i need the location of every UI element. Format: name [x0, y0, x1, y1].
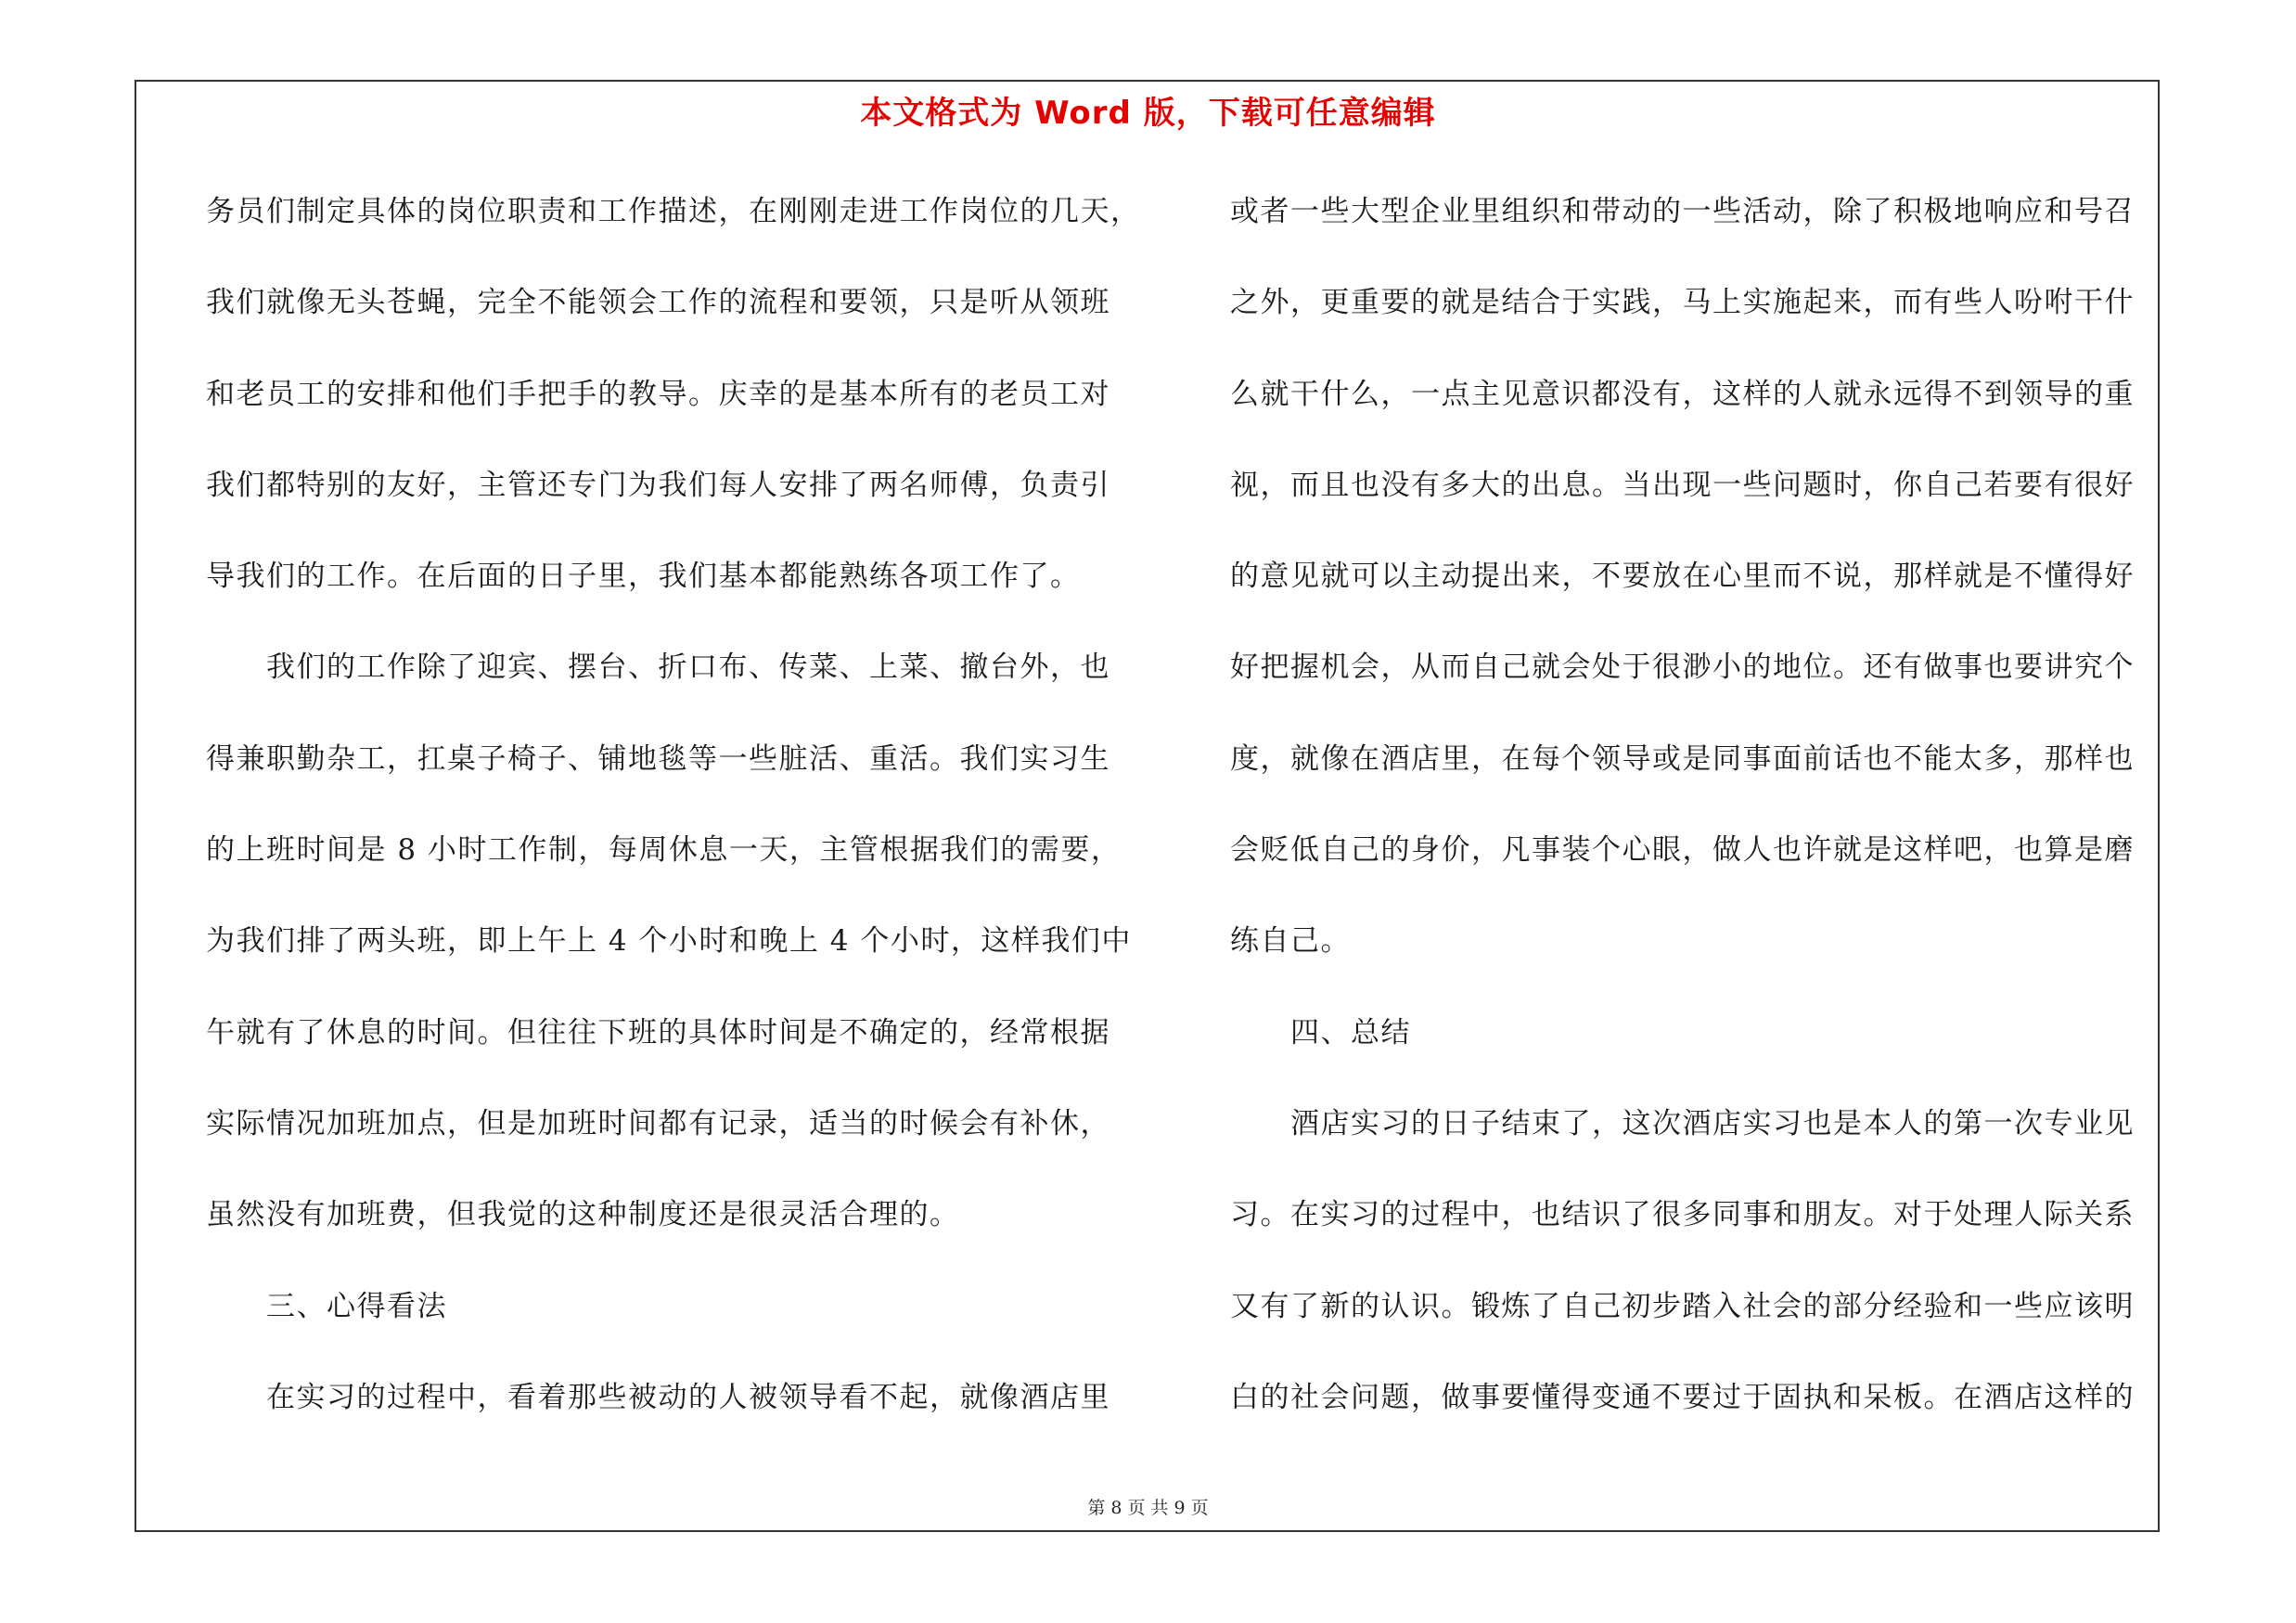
text-line: 视，而且也没有多大的出息。当出现一些问题时，你自己若要有很好 [1230, 468, 2135, 502]
text-line: 我们的工作除了迎宾、摆台、折口布、传菜、上菜、撤台外，也 [206, 650, 1110, 685]
text-line: 和老员工的安排和他们手把手的教导。庆幸的是基本所有的老员工对 [206, 377, 1110, 411]
text-line: 得兼职勤杂工，扛桌子椅子、铺地毯等一些脏活、重活。我们实习生 [206, 741, 1110, 776]
text-line: 酒店实习的日子结束了，这次酒店实习也是本人的第一次专业见 [1230, 1106, 2135, 1140]
text-line: 度，就像在酒店里，在每个领导或是同事面前话也不能太多，那样也 [1230, 741, 2135, 776]
page-number-footer: 第 8 页 共 9 页 [1087, 1498, 1209, 1518]
text-line: 么就干什么，一点主见意识都没有，这样的人就永远得不到领导的重 [1230, 377, 2135, 411]
text-line: 午就有了休息的时间。但往往下班的具体时间是不确定的，经常根据 [206, 1015, 1110, 1050]
text-line: 又有了新的认识。锻炼了自己初步踏入社会的部分经验和一些应该明 [1230, 1289, 2135, 1323]
text-line: 白的社会问题，做事要懂得变通不要过于固执和呆板。在酒店这样的 [1230, 1380, 2135, 1414]
text-line: 好把握机会，从而自己就会处于很渺小的地位。还有做事也要讲究个 [1230, 650, 2135, 685]
text-line: 导我们的工作。在后面的日子里，我们基本都能熟练各项工作了。 [206, 560, 1081, 594]
section-heading: 三、心得看法 [206, 1289, 447, 1323]
text-line: 练自己。 [1230, 924, 1351, 959]
right-text-column [1230, 184, 2158, 1461]
text-line: 会贬低自己的身价，凡事装个心眼，做人也许就是这样吧，也算是磨 [1230, 833, 2135, 868]
text-line: 务员们制定具体的岗位职责和工作描述，在刚刚走进工作岗位的几天， [206, 195, 1141, 228]
format-banner: 本文格式为 Word 版，下载可任意编辑 [860, 95, 1436, 132]
text-line: 我们都特别的友好，主管还专门为我们每人安排了两名师傅，负责引 [206, 468, 1110, 502]
text-line: 的意见就可以主动提出来，不要放在心里而不说，那样就是不懂得好 [1230, 560, 2135, 594]
text-line: 我们就像无头苍蝇，完全不能领会工作的流程和要领，只是听从领班 [206, 286, 1110, 320]
text-line: 在实习的过程中，看着那些被动的人被领导看不起，就像酒店里 [206, 1380, 1110, 1414]
text-line: 实际情况加班加点，但是加班时间都有记录，适当的时候会有补休， [206, 1106, 1110, 1140]
text-line: 习。在实习的过程中，也结识了很多同事和朋友。对于处理人际关系 [1230, 1198, 2135, 1232]
left-text-column [206, 184, 1141, 1461]
text-line: 或者一些大型企业里组织和带动的一些活动，除了积极地响应和号召 [1230, 195, 2135, 228]
section-heading: 四、总结 [1230, 1015, 1411, 1050]
text-line: 之外，更重要的就是结合于实践，马上实施起来，而有些人吩咐干什 [1230, 286, 2135, 320]
text-line: 的上班时间是 8 小时工作制，每周休息一天，主管根据我们的需要， [206, 833, 1122, 868]
text-line: 为我们排了两头班，即上午上 4 个小时和晚上 4 个小时，这样我们中 [206, 924, 1132, 959]
text-line: 虽然没有加班费，但我觉的这种制度还是很灵活合理的。 [206, 1198, 960, 1232]
